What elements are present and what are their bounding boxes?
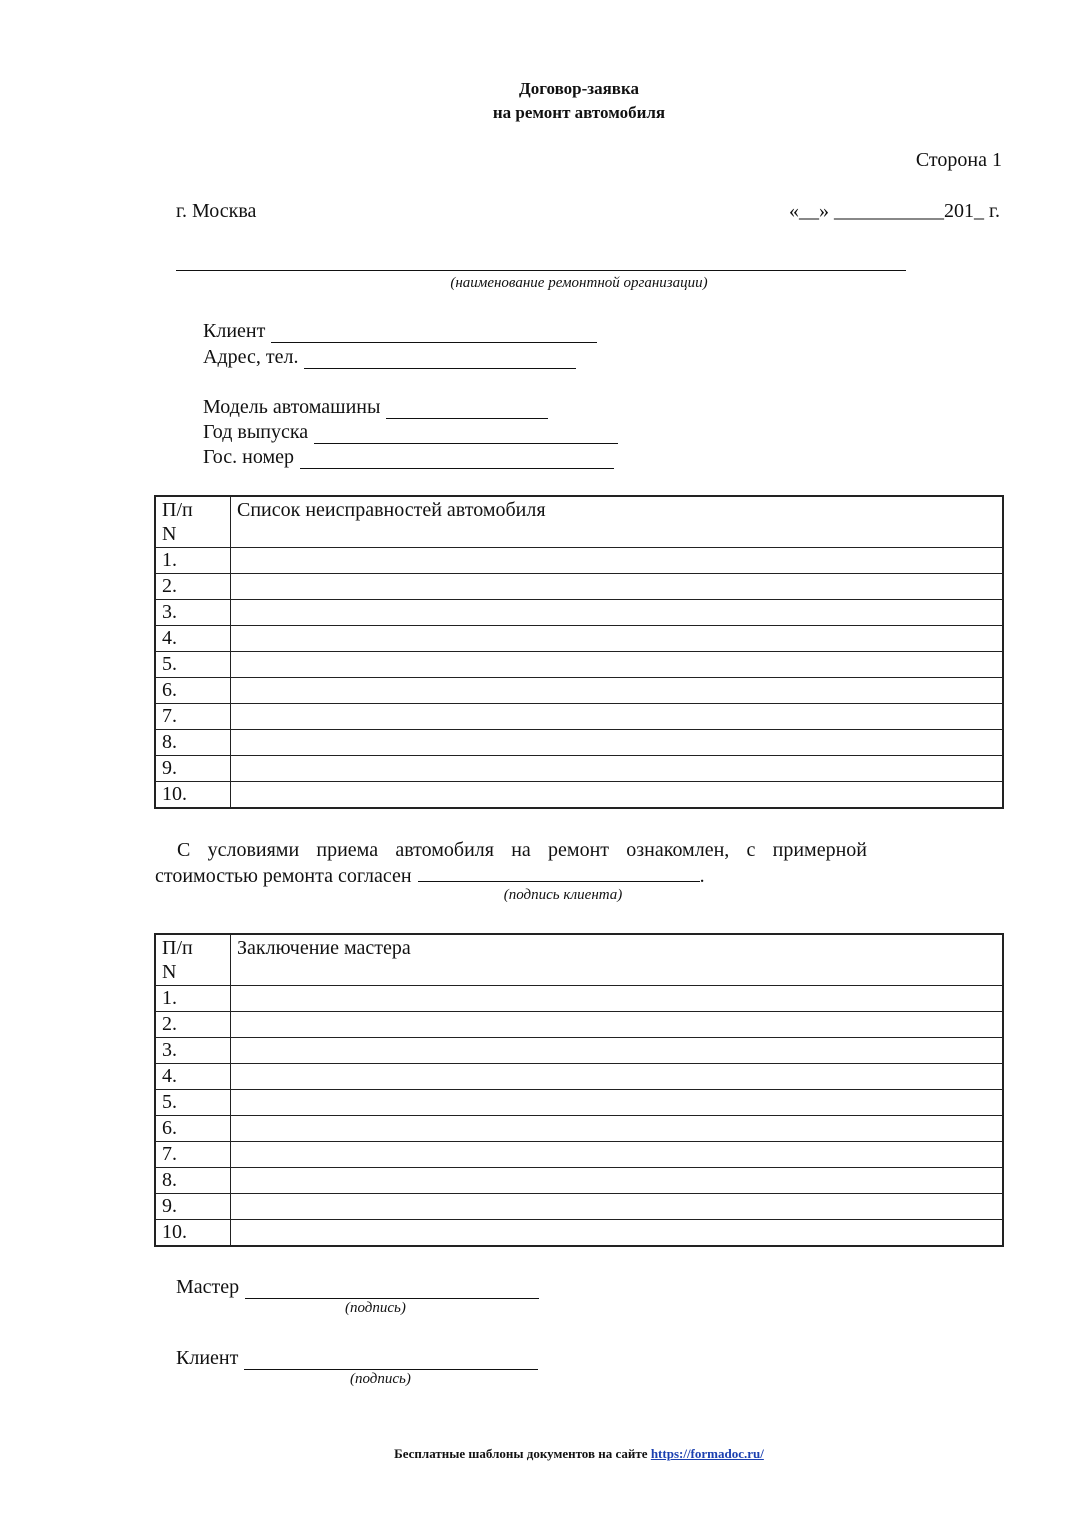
year-label: Год выпуска	[203, 421, 309, 443]
faults-table-row-number: 7.	[155, 704, 231, 730]
faults-table-row-entry[interactable]	[231, 782, 1004, 809]
address-input-line[interactable]	[304, 350, 576, 369]
faults-table-row	[155, 574, 1003, 600]
faults-num-header	[155, 496, 231, 548]
plate-field	[203, 446, 614, 469]
faults-table-row	[155, 548, 1003, 574]
address-field	[203, 346, 576, 369]
year-field	[203, 421, 618, 444]
client-sign-label: Клиент	[176, 1347, 239, 1369]
date-field[interactable]: «__» ___________201_ г.	[789, 200, 1000, 222]
conclusion-table-row	[155, 1038, 1003, 1064]
document-title: Договор-заявка	[519, 79, 639, 98]
faults-table-row-number: 9.	[155, 756, 231, 782]
conclusion-table-row-number: 2.	[155, 1012, 231, 1038]
conclusion-table-row-entry[interactable]	[231, 1038, 1004, 1064]
faults-table-row-entry[interactable]	[231, 678, 1004, 704]
faults-table-row-number: 10.	[155, 782, 231, 809]
faults-table-row-number: 2.	[155, 574, 231, 600]
conclusion-table-row-entry[interactable]	[231, 1142, 1004, 1168]
organization-name-line[interactable]	[176, 270, 906, 271]
faults-table-row-number: 3.	[155, 600, 231, 626]
footer-text: Бесплатные шаблоны документов на сайте	[394, 1446, 648, 1461]
conclusion-num-header-line2: N	[162, 961, 177, 983]
client-signature-block	[176, 1347, 538, 1370]
conclusion-table-row	[155, 1064, 1003, 1090]
faults-table-row-entry[interactable]	[231, 626, 1004, 652]
footer-link[interactable]: https://formadoc.ru/	[650, 1446, 764, 1461]
conclusion-table-row	[155, 1116, 1003, 1142]
conclusion-table-row-entry[interactable]	[231, 1194, 1004, 1220]
model-field	[203, 396, 548, 419]
conclusion-table-row	[155, 1142, 1003, 1168]
master-signature-hint: (подпись)	[345, 1300, 406, 1316]
faults-table-row-entry[interactable]	[231, 652, 1004, 678]
conclusion-table-row-number: 10.	[155, 1220, 231, 1247]
conclusion-table-row	[155, 1194, 1003, 1220]
conclusion-table-row	[155, 1012, 1003, 1038]
faults-table-row-entry[interactable]	[231, 730, 1004, 756]
faults-table-row-entry[interactable]	[231, 756, 1004, 782]
agreement-line2-end: .	[699, 865, 705, 887]
client-input-line[interactable]	[271, 324, 597, 343]
faults-title-header: Список неисправностей автомобиля	[231, 496, 1004, 548]
conclusion-table-row-entry[interactable]	[231, 1064, 1004, 1090]
model-label: Модель автомашины	[203, 396, 381, 418]
agreement-text	[155, 838, 867, 889]
conclusion-table-row-number: 4.	[155, 1064, 231, 1090]
address-label: Адрес, тел.	[203, 346, 299, 368]
conclusion-num-header	[155, 934, 231, 986]
year-input-line[interactable]	[314, 425, 618, 444]
conclusion-num-header-line1: П/п	[162, 937, 193, 959]
master-signature-line[interactable]	[245, 1280, 539, 1299]
organization-hint: (наименование ремонтной организации)	[450, 275, 708, 291]
client-label: Клиент	[203, 320, 266, 342]
conclusion-table-row-number: 3.	[155, 1038, 231, 1064]
faults-table-row-entry[interactable]	[231, 600, 1004, 626]
faults-table-row-number: 1.	[155, 548, 231, 574]
conclusion-table-row-number: 5.	[155, 1090, 231, 1116]
faults-num-header-line1: П/п	[162, 499, 193, 521]
conclusion-table-row-entry[interactable]	[231, 1168, 1004, 1194]
client-field	[203, 320, 597, 343]
faults-table-row	[155, 730, 1003, 756]
conclusion-table-row-number: 8.	[155, 1168, 231, 1194]
faults-table-row	[155, 652, 1003, 678]
faults-table-row	[155, 600, 1003, 626]
conclusion-table-row-number: 9.	[155, 1194, 231, 1220]
faults-num-header-line2: N	[162, 523, 177, 545]
conclusion-title-header: Заключение мастера	[231, 934, 1004, 986]
faults-table-row	[155, 782, 1003, 809]
faults-table-row	[155, 756, 1003, 782]
conclusion-table-row	[155, 1168, 1003, 1194]
faults-table-row-number: 5.	[155, 652, 231, 678]
faults-table-row-entry[interactable]	[231, 704, 1004, 730]
conclusion-table-row-number: 1.	[155, 986, 231, 1012]
plate-label: Гос. номер	[203, 446, 295, 468]
agreement-line2: стоимостью ремонта согласен	[155, 865, 412, 887]
plate-input-line[interactable]	[300, 450, 614, 469]
faults-table-header	[155, 496, 1003, 548]
faults-table-row-number: 8.	[155, 730, 231, 756]
city-label: г. Москва	[176, 200, 257, 222]
master-signature	[176, 1276, 539, 1299]
conclusion-table-row-entry[interactable]	[231, 986, 1004, 1012]
document-subtitle: на ремонт автомобиля	[492, 103, 666, 122]
conclusion-table-row-number: 7.	[155, 1142, 231, 1168]
conclusion-table-row	[155, 1090, 1003, 1116]
model-input-line[interactable]	[386, 400, 548, 419]
faults-table-row-number: 6.	[155, 678, 231, 704]
conclusion-table-row-entry[interactable]	[231, 1116, 1004, 1142]
faults-table-row-number: 4.	[155, 626, 231, 652]
conclusion-table-row	[155, 986, 1003, 1012]
client-signature-hint: (подпись клиента)	[503, 887, 623, 903]
faults-table-row	[155, 626, 1003, 652]
side-label: Сторона 1	[915, 149, 1002, 171]
master-label: Мастер	[176, 1276, 240, 1298]
footer	[0, 1446, 1080, 1462]
conclusion-table-row-number: 6.	[155, 1116, 231, 1142]
faults-table-row-entry[interactable]	[231, 548, 1004, 574]
faults-table	[154, 495, 1004, 809]
conclusion-table-row	[155, 1220, 1003, 1247]
client-signature-line[interactable]	[418, 863, 700, 882]
client-final-signature-hint: (подпись)	[350, 1371, 411, 1387]
faults-table-row	[155, 704, 1003, 730]
conclusion-table-row-entry[interactable]	[231, 1220, 1004, 1247]
conclusion-table-row-entry[interactable]	[231, 1090, 1004, 1116]
agreement-line1: С условиями приема автомобиля на ремонт ознакомлен, с примерной	[177, 839, 867, 861]
faults-table-row-entry[interactable]	[231, 574, 1004, 600]
faults-table-row	[155, 678, 1003, 704]
client-final-signature-line[interactable]	[244, 1351, 538, 1370]
conclusion-table	[154, 933, 1004, 1247]
conclusion-table-header	[155, 934, 1003, 986]
conclusion-table-row-entry[interactable]	[231, 1012, 1004, 1038]
